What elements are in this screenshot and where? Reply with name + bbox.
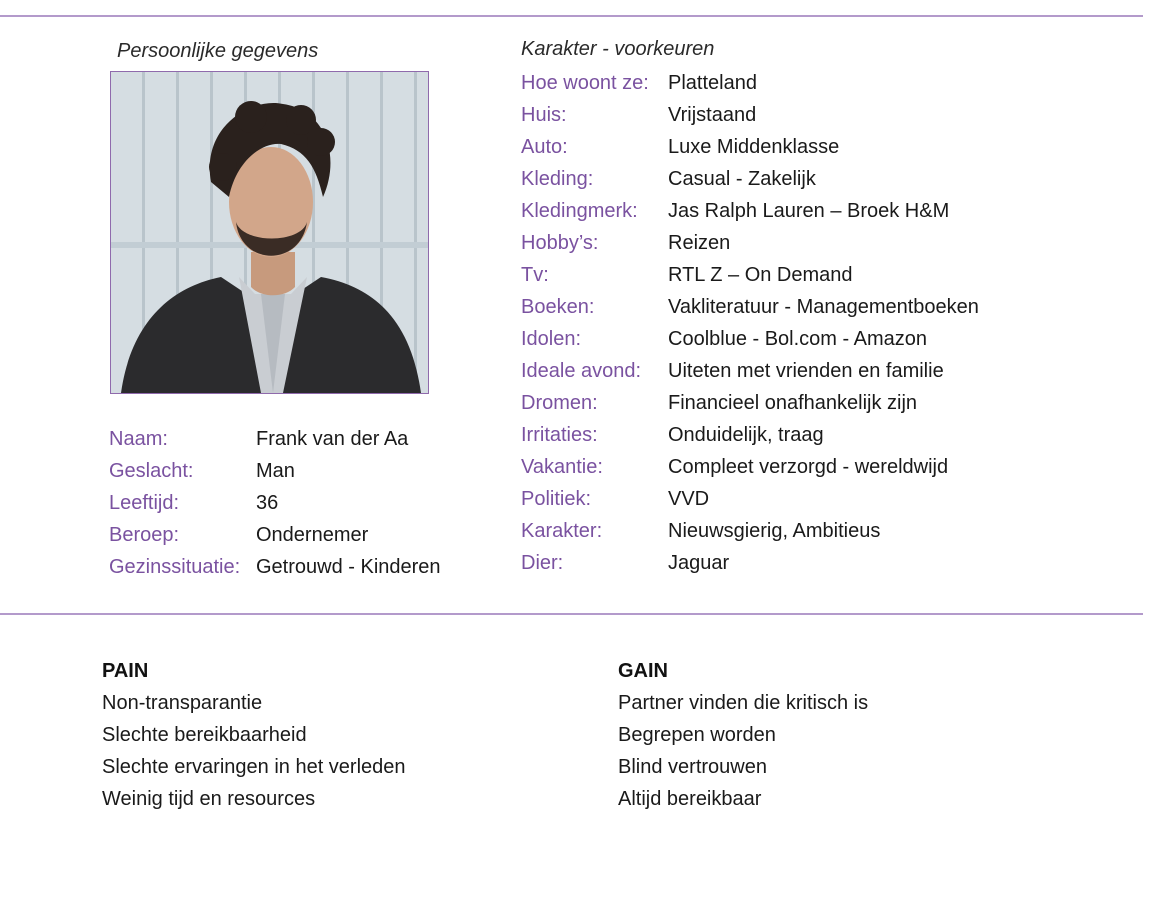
character-row	[521, 259, 979, 291]
field-label: Huis:	[521, 104, 567, 126]
character-row	[521, 355, 979, 387]
pain-item: Weinig tijd en resources	[102, 788, 316, 810]
gain-item: Begrepen worden	[618, 724, 776, 746]
field-label: Irritaties:	[521, 424, 598, 446]
field-label: Dier:	[521, 552, 564, 574]
middle-divider	[0, 613, 1143, 615]
character-row	[521, 99, 979, 131]
character-row	[521, 451, 979, 483]
field-value: Luxe Middenklasse	[668, 136, 840, 158]
pain-item: Slechte bereikbaarheid	[102, 724, 307, 746]
field-value: Ondernemer	[256, 524, 369, 546]
character-row	[521, 291, 979, 323]
field-value: 36	[256, 492, 279, 514]
field-value: Jaguar	[668, 552, 730, 574]
field-value: Platteland	[668, 72, 757, 94]
pain-title: PAIN	[102, 660, 149, 682]
field-value: Financieel onafhankelijk zijn	[668, 392, 918, 414]
character-heading: Karakter - voorkeuren	[521, 38, 715, 60]
field-label: Leeftijd:	[109, 492, 180, 514]
pain-list	[102, 655, 406, 815]
field-label: Vakantie:	[521, 456, 603, 478]
field-value: VVD	[668, 488, 710, 510]
field-label: Kledingmerk:	[521, 200, 638, 222]
field-value: Frank van der Aa	[256, 428, 409, 450]
person-portrait-photo-icon	[111, 72, 428, 393]
field-label: Geslacht:	[109, 460, 194, 482]
field-label: Kleding:	[521, 168, 594, 190]
character-fields	[521, 67, 979, 579]
character-row	[521, 131, 979, 163]
gain-title: GAIN	[618, 660, 668, 682]
portrait-photo	[110, 71, 429, 394]
character-row	[521, 419, 979, 451]
field-value: RTL Z – On Demand	[668, 264, 853, 286]
field-label: Tv:	[521, 264, 549, 286]
character-row	[521, 323, 979, 355]
field-value: Vakliteratuur - Managementboeken	[668, 296, 979, 318]
field-value: Compleet verzorgd - wereldwijd	[668, 456, 949, 478]
field-value: Vrijstaand	[668, 104, 757, 126]
pain-item: Non-transparantie	[102, 692, 263, 714]
character-row	[521, 227, 979, 259]
field-value: Onduidelijk, traag	[668, 424, 824, 446]
field-label: Auto:	[521, 136, 568, 158]
field-label: Hobby’s:	[521, 232, 599, 254]
personal-row-family	[109, 551, 441, 583]
pain-item: Slechte ervaringen in het verleden	[102, 756, 406, 778]
field-value: Casual - Zakelijk	[668, 168, 816, 190]
gain-item: Blind vertrouwen	[618, 756, 767, 778]
field-value: Coolblue - Bol.com - Amazon	[668, 328, 928, 350]
personal-heading: Persoonlijke gegevens	[117, 40, 319, 62]
personal-row-profession	[109, 519, 441, 551]
field-value: Getrouwd - Kinderen	[256, 556, 441, 578]
field-label: Beroep:	[109, 524, 180, 546]
character-row	[521, 387, 979, 419]
gain-list	[618, 655, 868, 815]
personal-fields	[109, 423, 441, 583]
field-value: Uiteten met vrienden en familie	[668, 360, 944, 382]
field-label: Naam:	[109, 428, 168, 450]
character-row	[521, 163, 979, 195]
field-value: Jas Ralph Lauren – Broek H&M	[668, 200, 950, 222]
field-value: Reizen	[668, 232, 731, 254]
field-label: Ideale avond:	[521, 360, 642, 382]
character-row	[521, 515, 979, 547]
field-label: Politiek:	[521, 488, 592, 510]
personal-row-gender	[109, 455, 441, 487]
character-row	[521, 547, 979, 579]
field-label: Hoe woont ze:	[521, 72, 649, 94]
field-label: Karakter:	[521, 520, 603, 542]
character-row	[521, 67, 979, 99]
field-value: Man	[256, 460, 295, 482]
top-divider	[0, 15, 1143, 17]
character-row	[521, 195, 979, 227]
field-label: Idolen:	[521, 328, 582, 350]
gain-item: Partner vinden die kritisch is	[618, 692, 869, 714]
personal-row-age	[109, 487, 441, 519]
personal-row-name	[109, 423, 441, 455]
field-label: Boeken:	[521, 296, 595, 318]
character-row	[521, 483, 979, 515]
field-label: Gezinssituatie:	[109, 556, 241, 578]
field-label: Dromen:	[521, 392, 598, 414]
field-value: Nieuwsgierig, Ambitieus	[668, 520, 881, 542]
gain-item: Altijd bereikbaar	[618, 788, 762, 810]
